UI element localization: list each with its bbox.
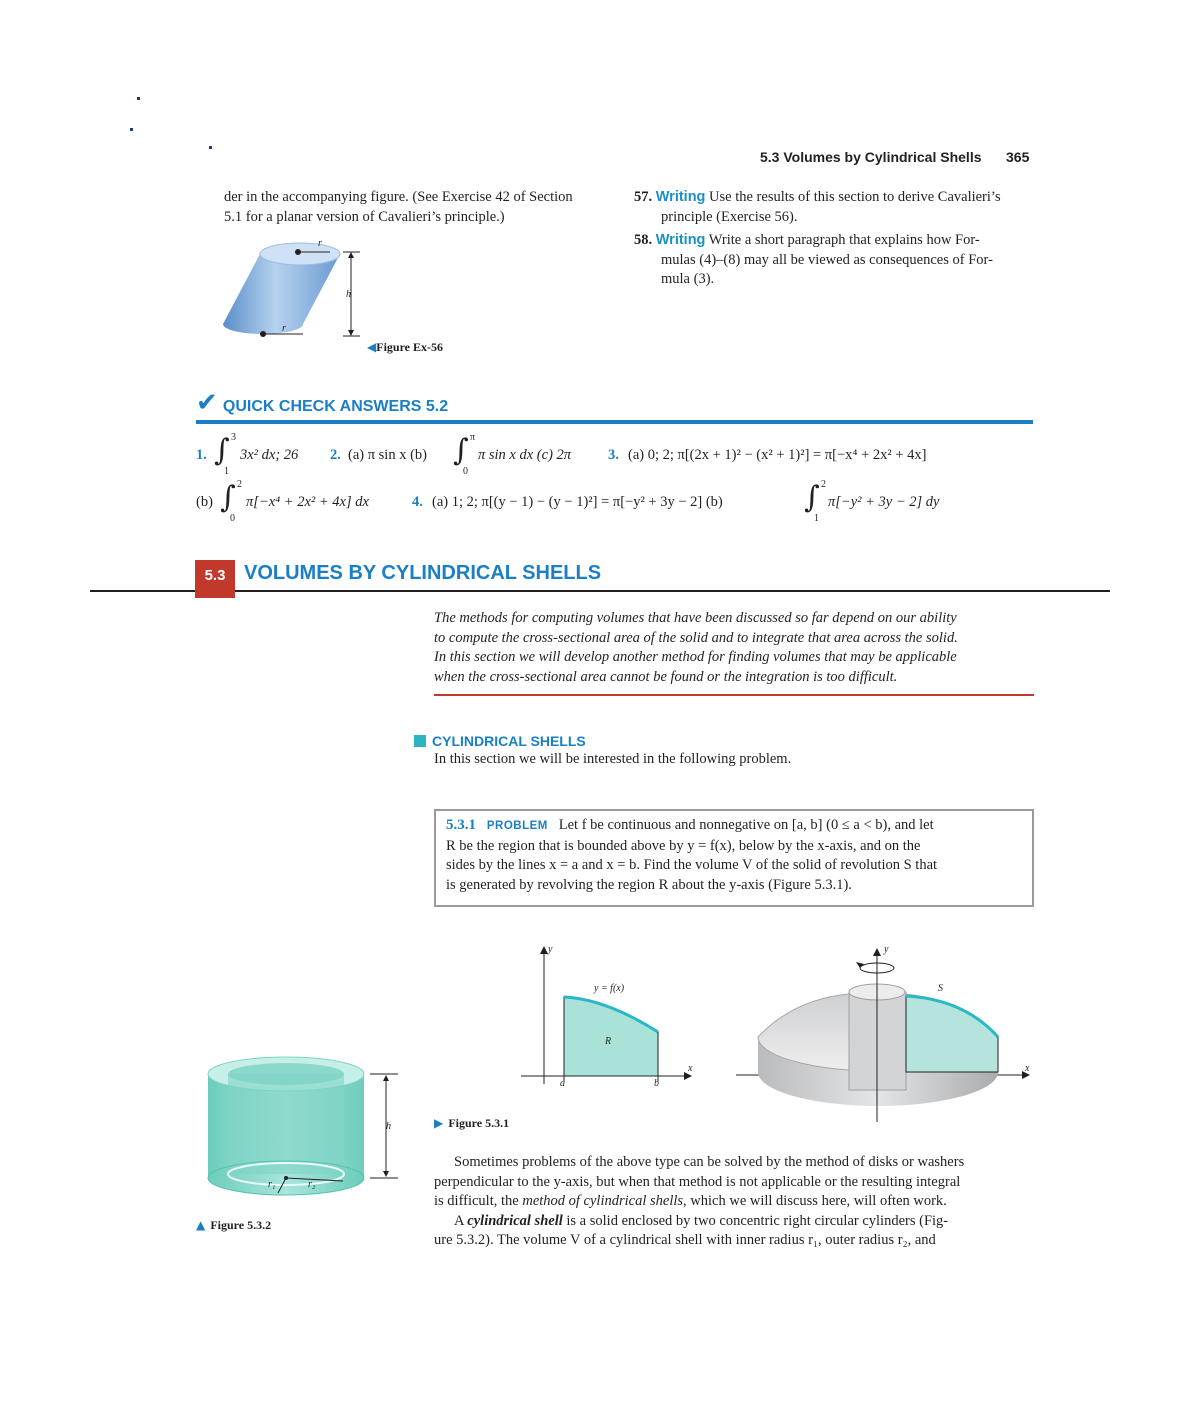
caption-pointer-icon: ▶ xyxy=(434,1116,444,1130)
ex57-line2: principle (Exercise 56). xyxy=(661,208,798,225)
fig531-y-label: y xyxy=(548,944,553,955)
ex56-label-r-bottom: r xyxy=(282,323,286,334)
ex56-line2: 5.1 for a planar version of Cavalieri’s principle.) xyxy=(224,208,505,225)
running-title: 5.3 Volumes by Cylindrical Shells xyxy=(760,149,982,165)
exercise-57 xyxy=(634,188,1034,227)
caption-pointer-icon: ▲ xyxy=(196,1218,206,1232)
fig531-y2-label: y xyxy=(884,944,889,955)
integral-sign-icon: ∫ xyxy=(214,433,230,468)
decor-dot xyxy=(209,146,212,149)
section-number-badge: 5.3 xyxy=(195,560,235,598)
fig531-curve-label: y = f(x) xyxy=(594,983,625,994)
heading-square-icon xyxy=(414,735,426,747)
fig532-r2-label: r₂ xyxy=(308,1179,316,1190)
figure-532-caption xyxy=(196,1214,271,1233)
quick-check-title: QUICK CHECK ANSWERS 5.2 xyxy=(222,398,449,415)
problem-keyword: PROBLEM xyxy=(486,820,548,832)
ex57-line1: Use the results of this section to derive Cavalieri’s xyxy=(709,189,1001,205)
ex56-line1: der in the accompanying figure. (See Exercise 42 of Section xyxy=(224,189,573,205)
intro-line4: when the cross-sectional area cannot be found or the integration is too difficult. xyxy=(434,668,898,685)
integral-sign-icon: ∫ xyxy=(804,480,820,515)
p1-line3-a: is difficult, the xyxy=(434,1193,523,1209)
a1-upper-limit: 3 xyxy=(231,432,236,443)
ex58-line3: mula (3). xyxy=(661,271,715,287)
integral-sign-icon: ∫ xyxy=(453,433,469,468)
answer-4b-text: π[−y² + 3y − 2] dy xyxy=(828,494,940,510)
fig531-a-label: a xyxy=(560,1078,565,1089)
answer-3b-text: π[−x⁴ + 2x² + 4x] dx xyxy=(246,494,369,510)
intro-line2: to compute the cross-sectional area of the solid and to integrate that area across the solid. xyxy=(434,629,958,646)
figure-532-cylindrical-shell xyxy=(198,1050,408,1200)
caption-text: Figure 5.3.1 xyxy=(448,1116,510,1130)
section-intro xyxy=(434,609,1034,687)
p2-line1-emphasis: cylindrical shell xyxy=(467,1212,563,1229)
answer-1-number: 1. xyxy=(196,447,207,463)
ex56-label-h: h xyxy=(346,289,351,300)
figure-ex56-caption xyxy=(367,336,443,355)
fig532-r1-label: r₁ xyxy=(268,1179,276,1190)
quick-check-heading xyxy=(196,388,448,418)
problem-line3: sides by the lines x = a and x = b. Find the volume V of the solid of revolution S that xyxy=(446,857,938,873)
figure-531-region-plot xyxy=(516,944,696,1094)
fig531-x-label: x xyxy=(688,1063,693,1074)
page-number: 365 xyxy=(1006,149,1030,165)
fig531-region-label: R xyxy=(605,1036,612,1047)
caption-text: Figure 5.3.2 xyxy=(210,1218,272,1232)
ex57-number: 57. xyxy=(634,189,653,205)
section-rule xyxy=(90,590,1110,592)
ex57-keyword: Writing xyxy=(655,189,706,205)
section-title: VOLUMES BY CYLINDRICAL SHELLS xyxy=(244,562,602,584)
a3b-upper-limit: 2 xyxy=(237,479,242,490)
a4b-upper-limit: 2 xyxy=(821,479,826,490)
p2-line1-a: A xyxy=(454,1212,468,1229)
p1-line1: Sometimes problems of the above type can be solved by the method of disks or washers xyxy=(454,1154,965,1170)
intro-line1: The methods for computing volumes that have been discussed so far depend on our ability xyxy=(434,610,957,626)
p1-line3-emphasis: method of cylindrical shells xyxy=(522,1193,684,1209)
fig531-s-label: S xyxy=(938,983,943,994)
p1-line2: perpendicular to the y-axis, but when that method is not applicable or the resulting integral xyxy=(434,1173,961,1190)
p1-line3 xyxy=(434,1192,1034,1212)
caption-pointer-icon: ◀ xyxy=(367,340,377,354)
answer-2-text-b: π sin x dx (c) 2π xyxy=(478,447,572,463)
fig531-x2-label: x xyxy=(1025,1063,1030,1074)
problem-text xyxy=(446,816,1026,895)
a2-upper-limit: π xyxy=(470,432,476,443)
p2-line1 xyxy=(434,1212,1034,1232)
problem-line2: R be the region that is bounded above by y = f(x), below by the x-axis, and on the xyxy=(446,837,921,854)
fig532-h-label: h xyxy=(386,1121,391,1132)
figure-531-caption xyxy=(434,1112,509,1131)
problem-line4: is generated by revolving the region R about the y-axis (Figure 5.3.1). xyxy=(446,876,852,893)
problem-label: 5.3.1 xyxy=(446,817,476,833)
p2-line2: ure 5.3.2). The volume V of a cylindrical shell with inner radius r₁, outer radius r₂, and xyxy=(434,1232,936,1248)
intro-rule xyxy=(434,694,1034,696)
answer-3-number: 3. xyxy=(608,447,619,463)
cylindrical-shells-heading xyxy=(414,731,586,750)
answer-2-number: 2. xyxy=(330,447,341,463)
answer-row-1 xyxy=(196,430,1036,478)
caption-text: Figure Ex-56 xyxy=(376,340,444,354)
ex58-line2: mulas (4)–(8) may all be viewed as consequences of For- xyxy=(661,251,993,268)
quick-check-rule xyxy=(196,420,1033,424)
a3b-lower-limit: 0 xyxy=(230,513,235,524)
intro-line3: In this section we will develop another method for finding volumes that may be applicable xyxy=(434,649,957,665)
cylindrical-shells-lead: In this section we will be interested in the following problem. xyxy=(434,751,792,767)
figure-531-solid-of-revolution xyxy=(734,944,1034,1124)
answer-row-2 xyxy=(196,476,1036,526)
ex58-number: 58. xyxy=(634,232,653,248)
ex58-line1: Write a short paragraph that explains how For- xyxy=(708,232,980,248)
answer-4-number: 4. xyxy=(412,494,423,510)
check-mark-icon: ✔ xyxy=(196,388,218,418)
decor-dot xyxy=(130,128,133,131)
body-paragraphs xyxy=(434,1153,1034,1251)
answer-1-text: 3x² dx; 26 xyxy=(240,447,299,463)
ex58-keyword: Writing xyxy=(655,232,706,248)
ex56-label-r-top: r xyxy=(318,238,322,249)
fig531-b-label: b xyxy=(654,1078,659,1089)
problem-line1: Let f be continuous and nonnegative on [a, b] (0 ≤ a < b), and let xyxy=(558,817,934,833)
p1-line3-b: , which we will discuss here, will often work. xyxy=(683,1193,947,1209)
answer-3-text: (a) 0; 2; π[(2x + 1)² − (x² + 1)²] = π[−x⁴ + 2x² + 4x] xyxy=(628,447,927,463)
a2-lower-limit: 0 xyxy=(463,466,468,477)
integral-sign-icon: ∫ xyxy=(220,480,236,515)
heading-text: CYLINDRICAL SHELLS xyxy=(432,733,586,749)
exercise-56-text xyxy=(224,188,604,227)
a1-lower-limit: 1 xyxy=(224,466,229,477)
a4b-lower-limit: 1 xyxy=(814,513,819,524)
answer-2-text-a: (a) π sin x (b) xyxy=(348,447,427,463)
answer-4-text: (a) 1; 2; π[(y − 1) − (y − 1)²] = π[−y² + 3y − 2] (b) xyxy=(432,494,723,510)
answer-3b-label: (b) xyxy=(196,494,213,510)
decor-dot xyxy=(137,97,140,100)
exercise-58 xyxy=(634,231,1034,290)
p2-line1-b: is a solid enclosed by two concentric right circular cylinders (Fig- xyxy=(562,1212,949,1229)
